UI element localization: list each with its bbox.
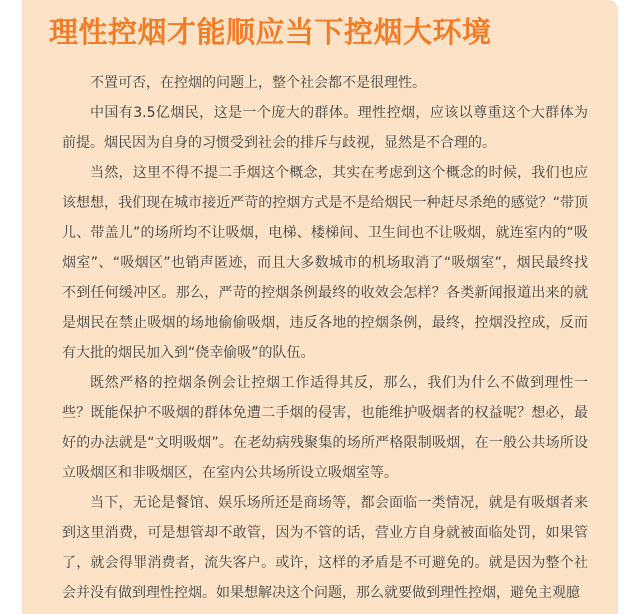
paragraph-1: 不置可否，在控烟的问题上，整个社会都不是很理性。 — [90, 75, 426, 91]
article-card — [22, 0, 618, 614]
article-body — [62, 68, 588, 608]
article-title: 理性控烟才能顺应当下控烟大环境 — [49, 15, 492, 49]
paragraph-2: 中国有3.5亿烟民，这是一个庞大的群体。理性控烟，应该以尊重这个大群体为前提。烟民因为自身的习惯受到社会的排斥与歧视，显然是不合理的。 — [62, 105, 588, 151]
paragraph-5: 当下，无论是餐馆、娱乐场所还是商场等，都会面临一类情况，就是有吸烟者来到这里消费，可是想管却不敢管，因为不管的话，营业方自身就被面临处罚，如果管了，就会得罪消费者，流失客户。或许，这样的矛盾是不可避免的。就是因为整个社会并没有做到理性控烟。如果想解决这个问题，那么就要做到理性控烟，避免主观臆 — [62, 495, 588, 601]
paragraph-3: 当然，这里不得不提二手烟这个概念，其实在考虑到这个概念的时候，我们也应该想想，我们现在城市接近严苛的控烟方式是不是给烟民一种赶尽杀绝的感觉？“带顶儿、带盖儿”的场所均不让吸烟，电梯、楼梯间、卫生间也不让吸烟，就连室内的“吸烟室”、“吸烟区”也销声匿迹，而且大多数城市的机场取消了“吸烟室”，烟民最终找不到任何缓冲区。那么，严苛的控烟条例最终的收效会怎样？各类新闻报道出来的就是烟民在禁止吸烟的场地偷偷吸烟，违反各地的控烟条例，最终，控烟没控成，反而有大批的烟民加入到“侥幸偷吸”的队伍。 — [62, 165, 588, 361]
paragraph-4: 既然严格的控烟条例会让控烟工作适得其反，那么，我们为什么不做到理性一些？既能保护不吸烟的群体免遭二手烟的侵害，也能维护吸烟者的权益呢？想必，最好的办法就是“文明吸烟”。在老幼病残聚集的场所严格限制吸烟，在一般公共场所设立吸烟区和非吸烟区，在室内公共场所设立吸烟室等。 — [62, 375, 588, 481]
